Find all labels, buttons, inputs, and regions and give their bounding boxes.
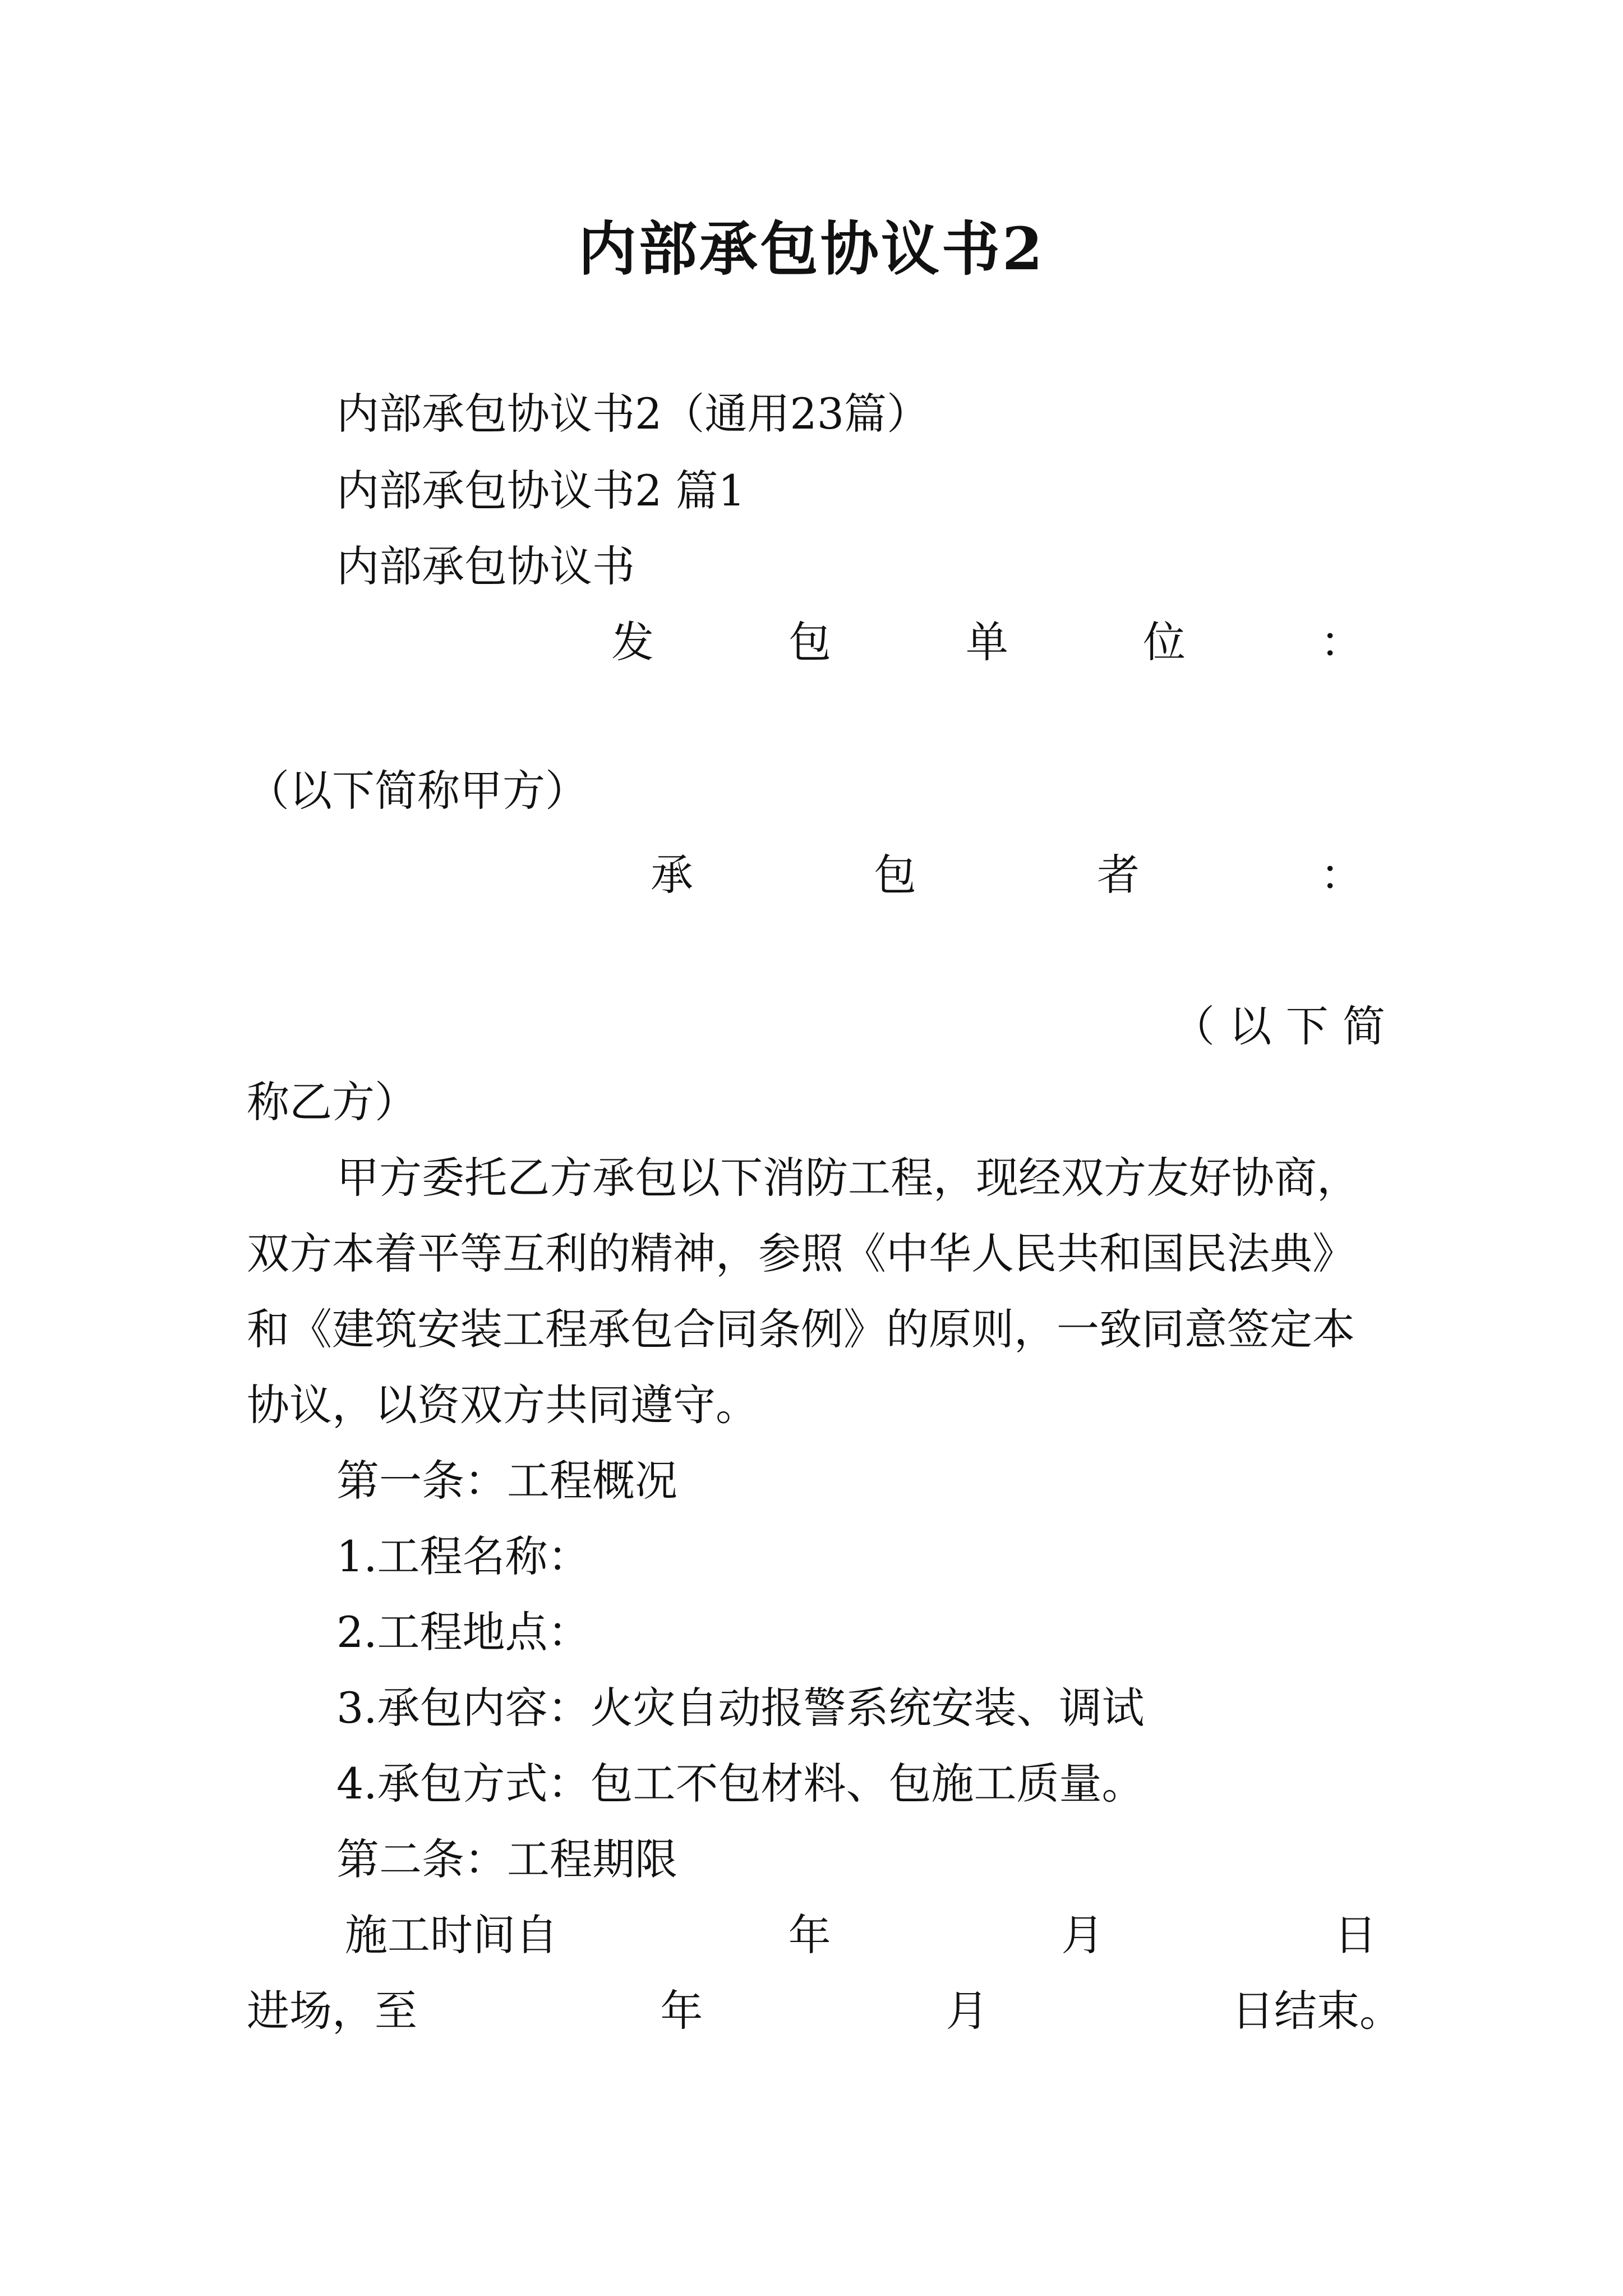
period-text: 年: [788, 1910, 831, 1960]
period-text: 月: [946, 1986, 989, 2036]
list-item: 3.承包内容：火灾自动报警系统安装、调试: [336, 1683, 1145, 1733]
subtitle-line: 内部承包协议书2（通用23篇）: [336, 389, 930, 439]
paragraph-line: 和《建筑安装工程承包合同条例》的原则，一致同意签定本: [247, 1304, 1355, 1354]
party-b-note-char: 简: [1342, 1001, 1385, 1051]
party-b-char: 者: [1097, 850, 1140, 900]
party-a-char: ：: [1320, 617, 1363, 667]
paragraph-line: 甲方委托乙方承包以下消防工程，现经双方友好协商，: [336, 1153, 1359, 1203]
article-heading: 第一条：工程概况: [336, 1456, 677, 1506]
paragraph-line: 协议，以资双方共同遵守。: [247, 1380, 758, 1430]
section-heading: 内部承包协议书2 篇1: [336, 466, 745, 516]
party-b-char: 承: [651, 850, 693, 900]
party-b-note: [1172, 999, 1385, 1055]
period-text: 年: [660, 1986, 703, 2036]
period-text: 日结束。: [1231, 1986, 1402, 2036]
period-line-start: [345, 1907, 1377, 1963]
party-a-char: 发: [611, 617, 654, 667]
party-b-note-char: 下: [1285, 1001, 1329, 1051]
article-heading: 第二条：工程期限: [336, 1834, 677, 1884]
party-a-note: （以下简称甲方）: [247, 766, 588, 816]
party-b-note-char: （: [1172, 1001, 1215, 1051]
party-a-char: 单: [966, 617, 1008, 667]
paragraph-line: 双方本着平等互利的精神，参照《中华人民共和国民法典》: [247, 1228, 1355, 1278]
party-a-char: 位: [1143, 617, 1186, 667]
agreement-heading: 内部承包协议书: [336, 541, 635, 591]
party-b-note-char: 以: [1229, 1001, 1272, 1051]
period-text: 施工时间自: [345, 1910, 558, 1960]
party-b-note-end: 称乙方）: [247, 1077, 417, 1127]
period-text: 日: [1334, 1910, 1377, 1960]
period-line-end: [247, 1983, 1402, 2039]
party-b-char: 包: [874, 850, 916, 900]
party-a-label: [611, 614, 1363, 670]
period-text: 进场，至: [247, 1986, 417, 2036]
list-item: 2.工程地点：: [336, 1607, 591, 1657]
period-text: 月: [1061, 1910, 1104, 1960]
party-b-char: ：: [1320, 850, 1363, 900]
list-item: 4.承包方式：包工不包材料、包施工质量。: [336, 1759, 1145, 1809]
document-title: 内部承包协议书2: [578, 214, 1045, 283]
list-item: 1.工程名称：: [336, 1531, 591, 1581]
party-a-char: 包: [789, 617, 831, 667]
party-b-label: [651, 847, 1363, 903]
